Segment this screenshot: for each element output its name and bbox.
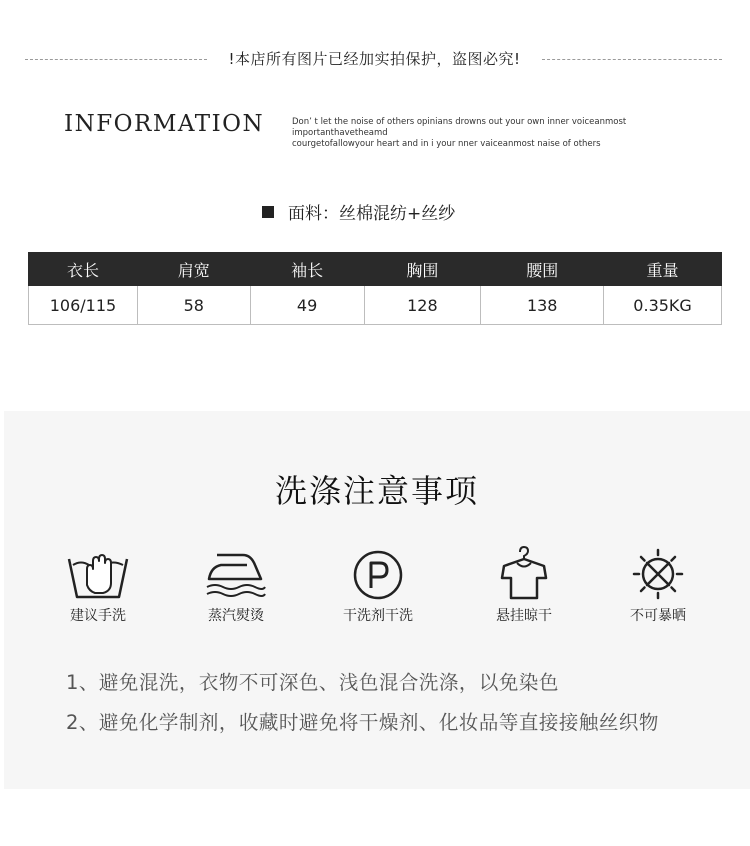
information-title: INFORMATION <box>64 111 265 137</box>
wash-note-1: 1、避免混洗，衣物不可深色、浅色混合洗涤，以免染色 <box>66 671 559 694</box>
notice-text: !本店所有图片已经加实拍保护，盗图必究! <box>228 50 521 68</box>
no-sun-dry-icon <box>630 547 686 601</box>
size-table <box>28 252 722 325</box>
value-bust: 128 <box>364 286 481 325</box>
divider-right <box>542 59 722 60</box>
hang-dry-icon <box>496 544 552 601</box>
care-item-dry-clean <box>318 549 438 625</box>
fabric-text: 面料：丝棉混纺+丝纱 <box>288 204 456 224</box>
hand-wash-icon <box>65 549 131 601</box>
header-waist: 腰围 <box>481 253 604 286</box>
header-length: 衣长 <box>29 253 138 286</box>
information-description <box>292 117 712 150</box>
divider-left <box>25 59 207 60</box>
wash-care-title: 洗涤注意事项 <box>274 472 479 510</box>
header-weight: 重量 <box>604 253 722 286</box>
care-item-hang-dry <box>464 544 584 625</box>
header-sleeve: 袖长 <box>250 253 364 286</box>
copyright-notice <box>0 46 750 74</box>
square-bullet-icon <box>262 206 274 218</box>
size-table-row <box>29 286 722 325</box>
steam-iron-icon <box>203 549 269 601</box>
description-line-2: courgetofallowyour heart and in i your nner vaiceanmost naise of others <box>292 139 601 149</box>
header-shoulder: 肩宽 <box>137 253 250 286</box>
care-item-steam-iron <box>176 549 296 625</box>
care-label-hang-dry: 悬挂晾干 <box>496 608 552 624</box>
care-label-no-sun: 不可暴晒 <box>630 608 686 624</box>
care-item-no-sun <box>598 547 718 625</box>
header-bust: 胸围 <box>364 253 481 286</box>
care-label-steam-iron: 蒸汽熨烫 <box>208 608 264 624</box>
value-shoulder: 58 <box>137 286 250 325</box>
care-item-hand-wash <box>38 549 158 625</box>
dry-clean-p-icon <box>350 549 406 601</box>
wash-note-2: 2、避免化学制剂，收藏时避免将干燥剂、化妆品等直接接触丝织物 <box>66 711 659 734</box>
care-label-hand-wash: 建议手洗 <box>70 608 126 624</box>
wash-notes <box>66 663 659 743</box>
value-sleeve: 49 <box>250 286 364 325</box>
description-line-1: Don’ t let the noise of others opinians drowns out your own inner voiceanmost importanthavetheamd <box>292 117 627 138</box>
fabric-info <box>262 199 455 224</box>
care-label-dry-clean: 干洗剂干洗 <box>343 608 413 624</box>
value-waist: 138 <box>481 286 604 325</box>
wash-care-section <box>4 411 750 789</box>
value-weight: 0.35KG <box>604 286 722 325</box>
value-length: 106/115 <box>29 286 138 325</box>
size-table-header-row <box>29 253 722 286</box>
